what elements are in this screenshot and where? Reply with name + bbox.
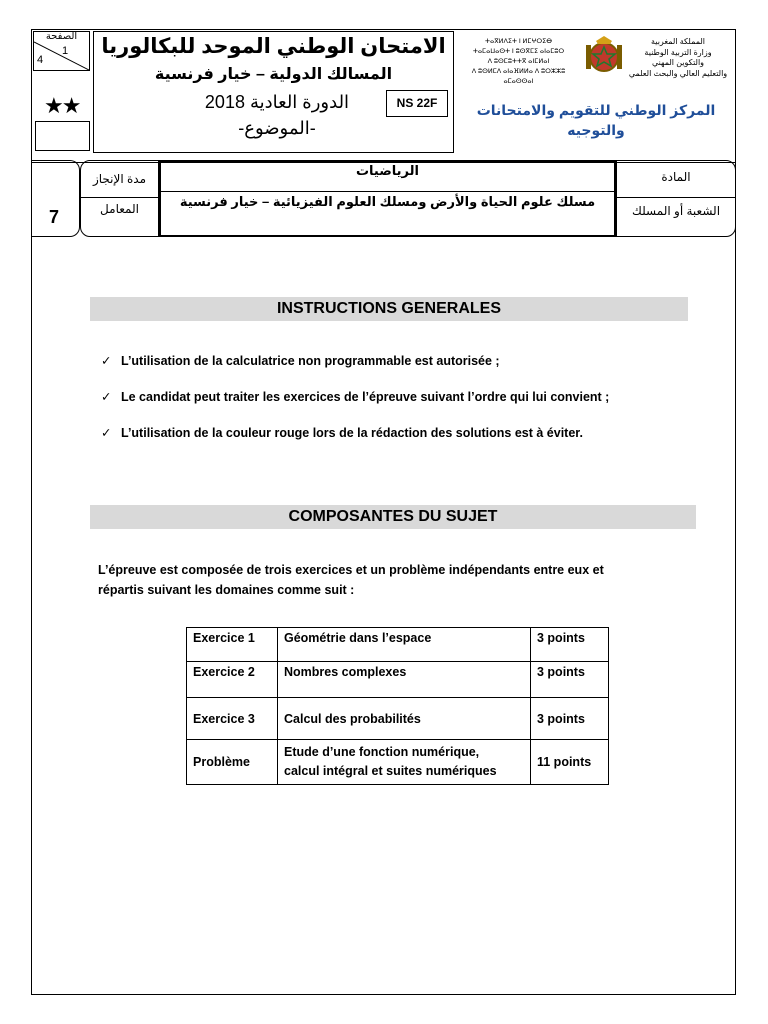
table-row [187,740,609,785]
coef-label: المعامل [100,202,139,216]
domain-line: calcul intégral et suites numériques [284,764,497,778]
page-total: 4 [37,54,44,66]
ministry-line: المملكة المغربية [651,37,705,46]
components-table [186,627,609,785]
exam-subtitle: المسالك الدولية – خيار فرنسية [154,66,393,83]
ministry-line: وزارة التربية الوطنية [644,47,712,57]
exercise-points: 11 points [531,740,609,785]
ministry-block [622,37,734,79]
table-row [187,628,609,662]
instruction-item [101,389,609,404]
instruction-text: L’utilisation de la couleur rouge lors de la rédaction des solutions est à éviter. [121,426,583,440]
tifinagh-line: ⴷ ⵓⵙⵍⵎⴷ ⴰⵏⴰⴼⵍⵍⴰ ⴷ ⵓⵔⵣⵣⵓ ⴰⵎⴰⵙⵙⴰⵏ [471,68,566,85]
page-number: 1 [62,45,69,57]
tifinagh-line: ⵜⴰⴳⵍⴷⵉⵜ ⵏ ⵍⵎⵖⵔⵉⴱ [485,38,552,45]
exercise-points: 3 points [531,698,609,740]
morocco-emblem-icon [582,33,626,77]
ministry-line: والتعليم العالي والبحث العلمي [628,68,728,78]
duration-label: مدة الإنجاز [92,172,147,186]
checkmark-icon: ✓ [101,426,112,440]
exam-title: الامتحان الوطني الموحد للبكالوريا [101,35,446,58]
exercise-name: Exercice 3 [187,698,278,740]
exercise-domain: Géométrie dans l’espace [278,628,531,662]
components-intro-line1: L’épreuve est composée de trois exercices et un problème indépendants entre eux et [98,563,604,577]
blank-box [35,121,90,151]
exercise-name: Exercice 2 [187,662,278,698]
checkmark-icon: ✓ [101,390,112,404]
exam-code: NS 22F [386,90,448,117]
ministry-line: والتكوين المهني [651,58,705,67]
domain-line: Etude d’une fonction numérique, [284,745,480,759]
exercise-name: Exercice 1 [187,628,278,662]
page-number-box [33,31,90,71]
exercise-domain: Nombres complexes [278,662,531,698]
instruction-item [101,353,500,368]
instruction-text: L’utilisation de la calculatrice non programmable est autorisée ; [121,354,500,368]
exercise-points: 3 points [531,628,609,662]
branch-field-label: الشعبة أو المسلك [631,204,721,218]
components-title: COMPOSANTES DU SUJET [90,505,696,529]
tifinagh-line: ⴷ ⵓⵙⵎⵓⵜⵜⴳ ⴰⵏⵎⵍⴰⵏ [487,58,550,65]
session-label: الدورة العادية 2018 [204,92,350,112]
branch-value: مسلك علوم الحياة والأرض ومسلك العلوم الفيزيائية – خيار فرنسية [179,194,596,209]
instruction-item [101,425,583,440]
subject-field-label: المادة [661,170,691,184]
center-name: المركز الوطني للتقويم والامتحانات والتوجيه [476,102,716,138]
instructions-title: INSTRUCTIONS GENERALES [90,297,688,321]
coefficient-value: 7 [49,207,60,227]
subject-value: الرياضيات [355,163,419,178]
exercise-points: 3 points [531,662,609,698]
subject-divider [161,191,614,192]
tifinagh-line: ⵜⴰⵎⴰⵡⴰⵙⵜ ⵏ ⵓⵙⴳⵎⵉ ⴰⵏⴰⵎⵓⵔ [472,48,565,55]
tifinagh-block [456,37,581,87]
exercise-domain: Calcul des probabilités [278,698,531,740]
exercise-name: Problème [187,740,278,785]
subject-label: -الموضوع- [238,118,316,138]
checkmark-icon: ✓ [101,354,112,368]
instruction-text: Le candidat peut traiter les exercices de l’épreuve suivant l’ordre qui lui convient ; [121,390,610,404]
components-intro-line2: répartis suivant les domaines comme suit : [98,583,355,597]
exercise-domain [278,740,531,785]
difficulty-stars: ★★ [44,93,80,118]
page-label: الصفحة [45,31,78,42]
table-row [187,662,609,698]
table-row [187,698,609,740]
